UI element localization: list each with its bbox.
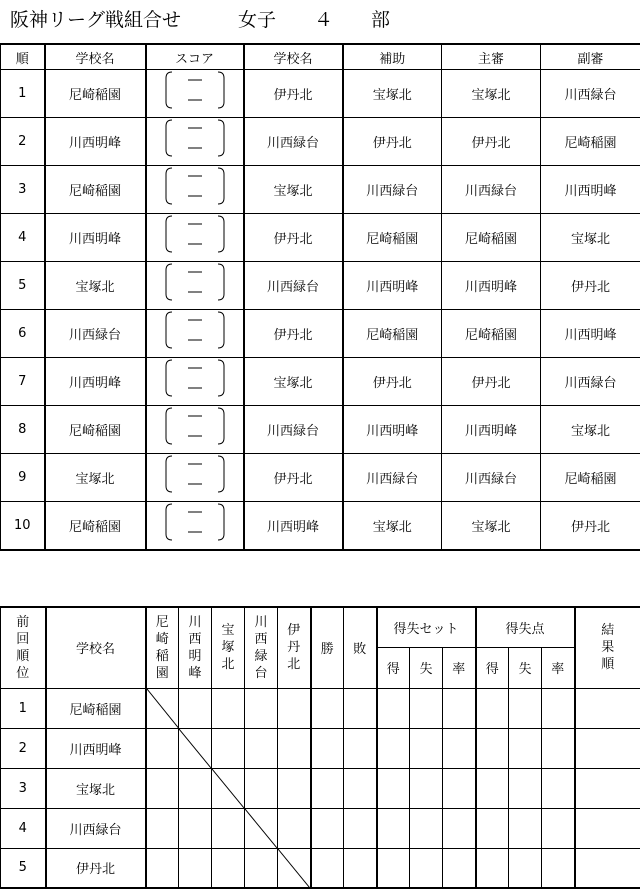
- school-a-cell: 川西明峰: [45, 214, 146, 262]
- losses-cell[interactable]: [344, 728, 377, 768]
- match-result-cell[interactable]: [179, 808, 212, 848]
- referee-cell: 川西緑台: [442, 454, 541, 502]
- losses-cell[interactable]: [344, 768, 377, 808]
- prev-rank-cell: 2: [1, 728, 46, 768]
- match-result-cell[interactable]: [245, 848, 278, 888]
- score-bracket-icon: [147, 406, 243, 453]
- set-rate-cell[interactable]: [443, 688, 476, 728]
- set-rate-cell[interactable]: [443, 848, 476, 888]
- schedule-row: [1, 166, 640, 214]
- set-gain-cell[interactable]: [377, 688, 410, 728]
- score-cell[interactable]: [146, 502, 244, 551]
- assistant-cell: 尼崎稲園: [343, 214, 442, 262]
- page-title: 阪神リーグ戦組合せ 女子 ４ 部: [10, 5, 390, 32]
- match-result-cell[interactable]: [146, 768, 179, 808]
- order-cell: 1: [1, 70, 45, 118]
- sub-referee-cell: 川西緑台: [541, 358, 640, 406]
- match-result-cell[interactable]: [146, 808, 179, 848]
- sub-referee-cell: 伊丹北: [541, 502, 640, 551]
- point-loss-cell[interactable]: [509, 768, 542, 808]
- score-cell[interactable]: [146, 310, 244, 358]
- prev-rank-cell: 1: [1, 688, 46, 728]
- schedule-row: [1, 358, 640, 406]
- score-cell[interactable]: [146, 118, 244, 166]
- header-team-2: 川 西 明 峰: [179, 607, 212, 688]
- header-score: スコア: [146, 44, 244, 70]
- sub-referee-cell: 宝塚北: [541, 406, 640, 454]
- schedule-row: [1, 502, 640, 551]
- school-a-cell: 川西緑台: [45, 310, 146, 358]
- header-point-diff: 得失点: [476, 607, 575, 647]
- schedule-row: [1, 406, 640, 454]
- match-result-cell[interactable]: [278, 808, 311, 848]
- point-gain-cell[interactable]: [476, 688, 509, 728]
- assistant-cell: 宝塚北: [343, 502, 442, 551]
- school-b-cell: 宝塚北: [244, 166, 343, 214]
- point-rate-cell[interactable]: [542, 688, 575, 728]
- order-cell: 10: [1, 502, 45, 551]
- result-rank-cell[interactable]: [575, 808, 640, 848]
- standings-row: [1, 808, 640, 848]
- match-result-cell[interactable]: [179, 768, 212, 808]
- schedule-row: [1, 262, 640, 310]
- set-loss-cell[interactable]: [410, 688, 443, 728]
- assistant-cell: 川西明峰: [343, 406, 442, 454]
- school-a-cell: 宝塚北: [45, 262, 146, 310]
- school-a-cell: 尼崎稲園: [45, 406, 146, 454]
- match-result-cell[interactable]: [179, 848, 212, 888]
- set-loss-cell[interactable]: [410, 848, 443, 888]
- order-cell: 4: [1, 214, 45, 262]
- score-bracket-icon: [147, 166, 243, 213]
- result-rank-cell[interactable]: [575, 688, 640, 728]
- point-loss-cell[interactable]: [509, 688, 542, 728]
- header-referee: 主審: [442, 44, 541, 70]
- assistant-cell: 川西緑台: [343, 454, 442, 502]
- standings-table: [0, 606, 640, 889]
- self-match-cell: [245, 808, 278, 848]
- set-loss-cell[interactable]: [410, 728, 443, 768]
- referee-cell: 川西明峰: [442, 406, 541, 454]
- set-gain-cell[interactable]: [377, 768, 410, 808]
- sub-referee-cell: 川西緑台: [541, 70, 640, 118]
- point-loss-cell[interactable]: [509, 728, 542, 768]
- school-a-cell: 川西明峰: [45, 358, 146, 406]
- header-losses: 敗: [344, 607, 377, 688]
- point-gain-cell[interactable]: [476, 808, 509, 848]
- point-rate-cell[interactable]: [542, 848, 575, 888]
- order-cell: 7: [1, 358, 45, 406]
- referee-cell: 尼崎稲園: [442, 214, 541, 262]
- wins-cell[interactable]: [311, 688, 344, 728]
- school-a-cell: 宝塚北: [45, 454, 146, 502]
- match-result-cell[interactable]: [212, 688, 245, 728]
- sub-referee-cell: 伊丹北: [541, 262, 640, 310]
- schedule-row: [1, 310, 640, 358]
- score-bracket-icon: [147, 118, 243, 165]
- sub-referee-cell: 宝塚北: [541, 214, 640, 262]
- schedule-row: [1, 454, 640, 502]
- self-match-cell: [278, 848, 311, 888]
- match-result-cell[interactable]: [245, 688, 278, 728]
- header-team-5: 伊 丹 北: [278, 607, 311, 688]
- schedule-row: [1, 70, 640, 118]
- school-a-cell: 川西明峰: [45, 118, 146, 166]
- referee-cell: 宝塚北: [442, 502, 541, 551]
- point-gain-cell[interactable]: [476, 768, 509, 808]
- point-rate-cell[interactable]: [542, 768, 575, 808]
- school-b-cell: 宝塚北: [244, 358, 343, 406]
- match-result-cell[interactable]: [278, 728, 311, 768]
- score-bracket-icon: [147, 262, 243, 309]
- sub-referee-cell: 尼崎稲園: [541, 454, 640, 502]
- school-b-cell: 伊丹北: [244, 454, 343, 502]
- assistant-cell: 伊丹北: [343, 358, 442, 406]
- match-result-cell[interactable]: [245, 768, 278, 808]
- school-cell: 川西緑台: [46, 808, 146, 848]
- standings-row: [1, 688, 640, 728]
- header-order: 順: [1, 44, 45, 70]
- assistant-cell: 尼崎稲園: [343, 310, 442, 358]
- point-gain-cell[interactable]: [476, 848, 509, 888]
- set-gain-cell[interactable]: [377, 728, 410, 768]
- score-cell[interactable]: [146, 70, 244, 118]
- header-school-b: 学校名: [244, 44, 343, 70]
- result-rank-cell[interactable]: [575, 728, 640, 768]
- losses-cell[interactable]: [344, 848, 377, 888]
- header-set-loss: 失: [410, 647, 443, 688]
- sub-referee-cell: 川西明峰: [541, 166, 640, 214]
- schedule-table: [0, 43, 640, 551]
- match-result-cell[interactable]: [278, 688, 311, 728]
- assistant-cell: 伊丹北: [343, 118, 442, 166]
- header-set-diff: 得失セット: [377, 607, 476, 647]
- score-cell[interactable]: [146, 262, 244, 310]
- match-result-cell[interactable]: [146, 728, 179, 768]
- schedule-row: [1, 118, 640, 166]
- wins-cell[interactable]: [311, 768, 344, 808]
- order-cell: 5: [1, 262, 45, 310]
- school-a-cell: 尼崎稲園: [45, 70, 146, 118]
- self-match-cell: [179, 728, 212, 768]
- match-result-cell[interactable]: [179, 688, 212, 728]
- set-loss-cell[interactable]: [410, 808, 443, 848]
- score-bracket-icon: [147, 310, 243, 357]
- score-cell[interactable]: [146, 454, 244, 502]
- result-rank-cell[interactable]: [575, 768, 640, 808]
- point-loss-cell[interactable]: [509, 808, 542, 848]
- order-cell: 9: [1, 454, 45, 502]
- order-cell: 2: [1, 118, 45, 166]
- assistant-cell: 川西明峰: [343, 262, 442, 310]
- order-cell: 8: [1, 406, 45, 454]
- school-b-cell: 川西緑台: [244, 118, 343, 166]
- set-rate-cell[interactable]: [443, 768, 476, 808]
- header-point-rate: 率: [542, 647, 575, 688]
- score-bracket-icon: [147, 502, 243, 549]
- school-cell: 尼崎稲園: [46, 688, 146, 728]
- score-bracket-icon: [147, 454, 243, 501]
- losses-cell[interactable]: [344, 688, 377, 728]
- match-result-cell[interactable]: [212, 728, 245, 768]
- school-cell: 川西明峰: [46, 728, 146, 768]
- referee-cell: 宝塚北: [442, 70, 541, 118]
- score-bracket-icon: [147, 214, 243, 261]
- losses-cell[interactable]: [344, 808, 377, 848]
- standings-row: [1, 768, 640, 808]
- result-rank-cell[interactable]: [575, 848, 640, 888]
- score-cell[interactable]: [146, 166, 244, 214]
- school-a-cell: 尼崎稲園: [45, 166, 146, 214]
- sub-referee-cell: 川西明峰: [541, 310, 640, 358]
- standings-row: [1, 848, 640, 888]
- score-cell[interactable]: [146, 406, 244, 454]
- school-b-cell: 川西緑台: [244, 262, 343, 310]
- school-b-cell: 伊丹北: [244, 310, 343, 358]
- set-gain-cell[interactable]: [377, 808, 410, 848]
- school-b-cell: 川西緑台: [244, 406, 343, 454]
- sub-referee-cell: 尼崎稲園: [541, 118, 640, 166]
- self-match-cell: [212, 768, 245, 808]
- assistant-cell: 宝塚北: [343, 70, 442, 118]
- header-sub-referee: 副審: [541, 44, 640, 70]
- point-rate-cell[interactable]: [542, 728, 575, 768]
- wins-cell[interactable]: [311, 728, 344, 768]
- point-loss-cell[interactable]: [509, 848, 542, 888]
- referee-cell: 伊丹北: [442, 358, 541, 406]
- set-loss-cell[interactable]: [410, 768, 443, 808]
- prev-rank-cell: 3: [1, 768, 46, 808]
- order-cell: 3: [1, 166, 45, 214]
- header-point-loss: 失: [509, 647, 542, 688]
- header-assistant: 補助: [343, 44, 442, 70]
- score-cell[interactable]: [146, 358, 244, 406]
- set-rate-cell[interactable]: [443, 728, 476, 768]
- header-team-4: 川 西 緑 台: [245, 607, 278, 688]
- referee-cell: 川西明峰: [442, 262, 541, 310]
- school-b-cell: 川西明峰: [244, 502, 343, 551]
- match-result-cell[interactable]: [212, 808, 245, 848]
- wins-cell[interactable]: [311, 808, 344, 848]
- set-rate-cell[interactable]: [443, 808, 476, 848]
- header-school-a: 学校名: [45, 44, 146, 70]
- header-result-rank: 結 果 順: [575, 607, 640, 688]
- header-set-rate: 率: [443, 647, 476, 688]
- standings-row: [1, 728, 640, 768]
- header-team-3: 宝 塚 北: [212, 607, 245, 688]
- header-prev-rank: 前 回 順 位: [1, 607, 46, 688]
- wins-cell[interactable]: [311, 848, 344, 888]
- self-match-cell: [146, 688, 179, 728]
- header-team-1: 尼 崎 稲 園: [146, 607, 179, 688]
- score-bracket-icon: [147, 358, 243, 405]
- header-point-gain: 得: [476, 647, 509, 688]
- score-cell[interactable]: [146, 214, 244, 262]
- school-b-cell: 伊丹北: [244, 70, 343, 118]
- score-bracket-icon: [147, 70, 243, 117]
- header-wins: 勝: [311, 607, 344, 688]
- prev-rank-cell: 4: [1, 808, 46, 848]
- header-school: 学校名: [46, 607, 146, 688]
- referee-cell: 伊丹北: [442, 118, 541, 166]
- point-rate-cell[interactable]: [542, 808, 575, 848]
- set-gain-cell[interactable]: [377, 848, 410, 888]
- match-result-cell[interactable]: [146, 848, 179, 888]
- match-result-cell[interactable]: [212, 848, 245, 888]
- schedule-row: [1, 214, 640, 262]
- point-gain-cell[interactable]: [476, 728, 509, 768]
- order-cell: 6: [1, 310, 45, 358]
- match-result-cell[interactable]: [278, 768, 311, 808]
- header-set-gain: 得: [377, 647, 410, 688]
- school-b-cell: 伊丹北: [244, 214, 343, 262]
- match-result-cell[interactable]: [245, 728, 278, 768]
- assistant-cell: 川西緑台: [343, 166, 442, 214]
- prev-rank-cell: 5: [1, 848, 46, 888]
- referee-cell: 尼崎稲園: [442, 310, 541, 358]
- school-cell: 宝塚北: [46, 768, 146, 808]
- school-cell: 伊丹北: [46, 848, 146, 888]
- school-a-cell: 尼崎稲園: [45, 502, 146, 551]
- referee-cell: 川西緑台: [442, 166, 541, 214]
